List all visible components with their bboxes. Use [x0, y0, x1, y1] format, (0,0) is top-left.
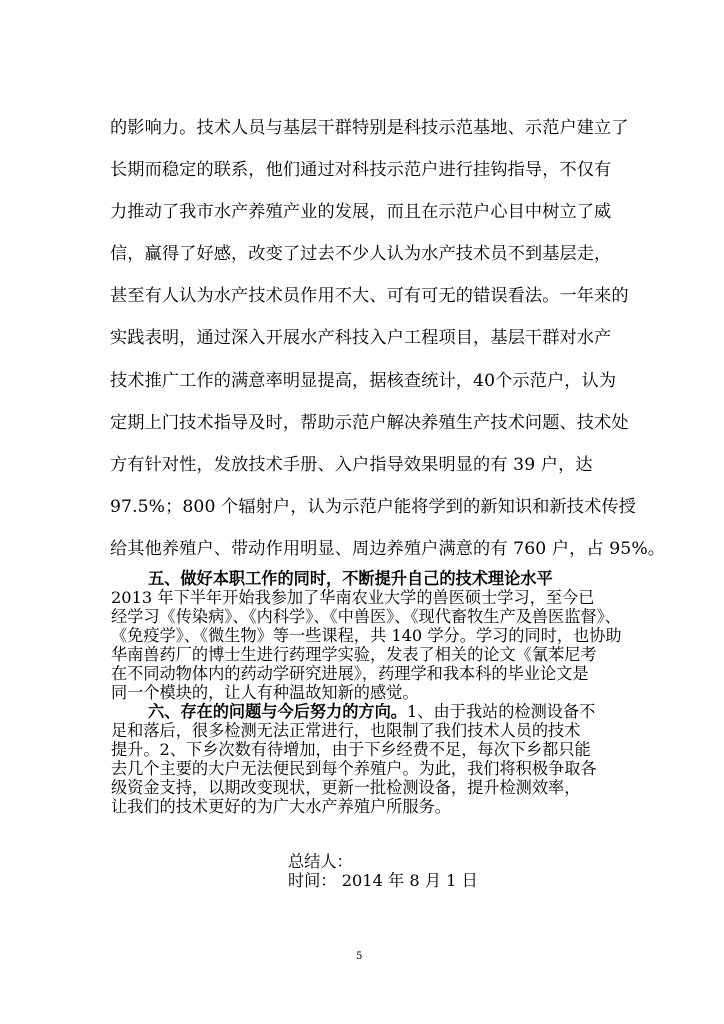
paragraph-line: 的影响力。技术人员与基层干群特别是科技示范基地、示范户建立了 [110, 118, 629, 138]
section-5-line: 2013 年下半年开始我参加了华南农业大学的兽医硕士学习，至今已 [111, 588, 595, 607]
section-6-line: 提升。2、下乡次数有待增加，由于下乡经费不足，每次下乡都只能 [111, 740, 591, 759]
date-line: 时间： 2014 年 8 月 1 日 [288, 871, 478, 890]
paragraph-line: 长期而稳定的联系，他们通过对科技示范户进行挂钩指导，不仅有 [110, 160, 612, 180]
paragraph-line: 甚至有人认为水产技术员作用不大、可有可无的错误看法。一年来的 [110, 286, 629, 306]
page-number: 5 [356, 951, 363, 962]
section-6-line: 级资金支持，以期改变现状，更新一批检测设备，提升检测效率， [111, 778, 581, 797]
paragraph-line: 方有针对性，发放技术手册、入户指导效果明显的有 39 户，达 [110, 455, 593, 475]
section-5-line: 经学习《传染病》、《内科学》、《中兽医》、《现代畜牧生产及兽医监督》、 [111, 607, 621, 626]
section-5-line: 同一个模块的，让人有种温故知新的感觉。 [111, 683, 419, 702]
section-6-first-line-text: 1、由于我站的检测设备不 [407, 702, 596, 721]
section-6-line: 足和落后，很多检测无法正常进行，也限制了我们技术人员的技术 [111, 721, 581, 740]
section-6-heading: 六、存在的问题与今后努力的方向。 [148, 702, 407, 721]
paragraph-line: 信，赢得了好感，改变了过去不少人认为水产技术员不到基层走， [110, 244, 612, 264]
section-5-line: 在不同动物体内的药动学研究进展》，药理学和我本科的毕业论文是 [111, 664, 589, 683]
section-5-heading: 五、做好本职工作的同时，不断提升自己的技术理论水平 [148, 569, 553, 588]
paragraph-line: 力推动了我市水产养殖产业的发展，而且在示范户心目中树立了威 [110, 202, 612, 222]
paragraph-line: 定期上门技术指导及时，帮助示范户解决养殖生产技术问题、技术处 [110, 413, 629, 433]
section-5-line: 《免疫学》、《微生物》等一些课程，共 140 学分。学习的同时，也协助 [111, 626, 622, 645]
paragraph-line: 给其他养殖户、带动作用明显、周边养殖户满意的有 760 户，占 95%。 [110, 539, 666, 559]
paragraph-line: 97.5%；800 个辐射户，认为示范户能将学到的新知识和新技术传授 [110, 497, 636, 517]
paragraph-line: 实践表明，通过深入开展水产科技入户工程项目，基层干群对水产 [110, 328, 612, 348]
summarizer-label: 总结人： [288, 852, 353, 871]
section-5-line: 华南兽药厂的博士生进行药理学实验，发表了相关的论文《氰苯尼考 [111, 645, 597, 664]
paragraph-line: 技术推广工作的满意率明显提高，据核查统计，40个示范户，认为 [110, 371, 617, 391]
section-6-line: 让我们的技术更好的为广大水产养殖户所服务。 [111, 797, 451, 816]
section-6-line: 去几个主要的大户无法便民到每个养殖户。为此，我们将积极争取各 [111, 759, 597, 778]
